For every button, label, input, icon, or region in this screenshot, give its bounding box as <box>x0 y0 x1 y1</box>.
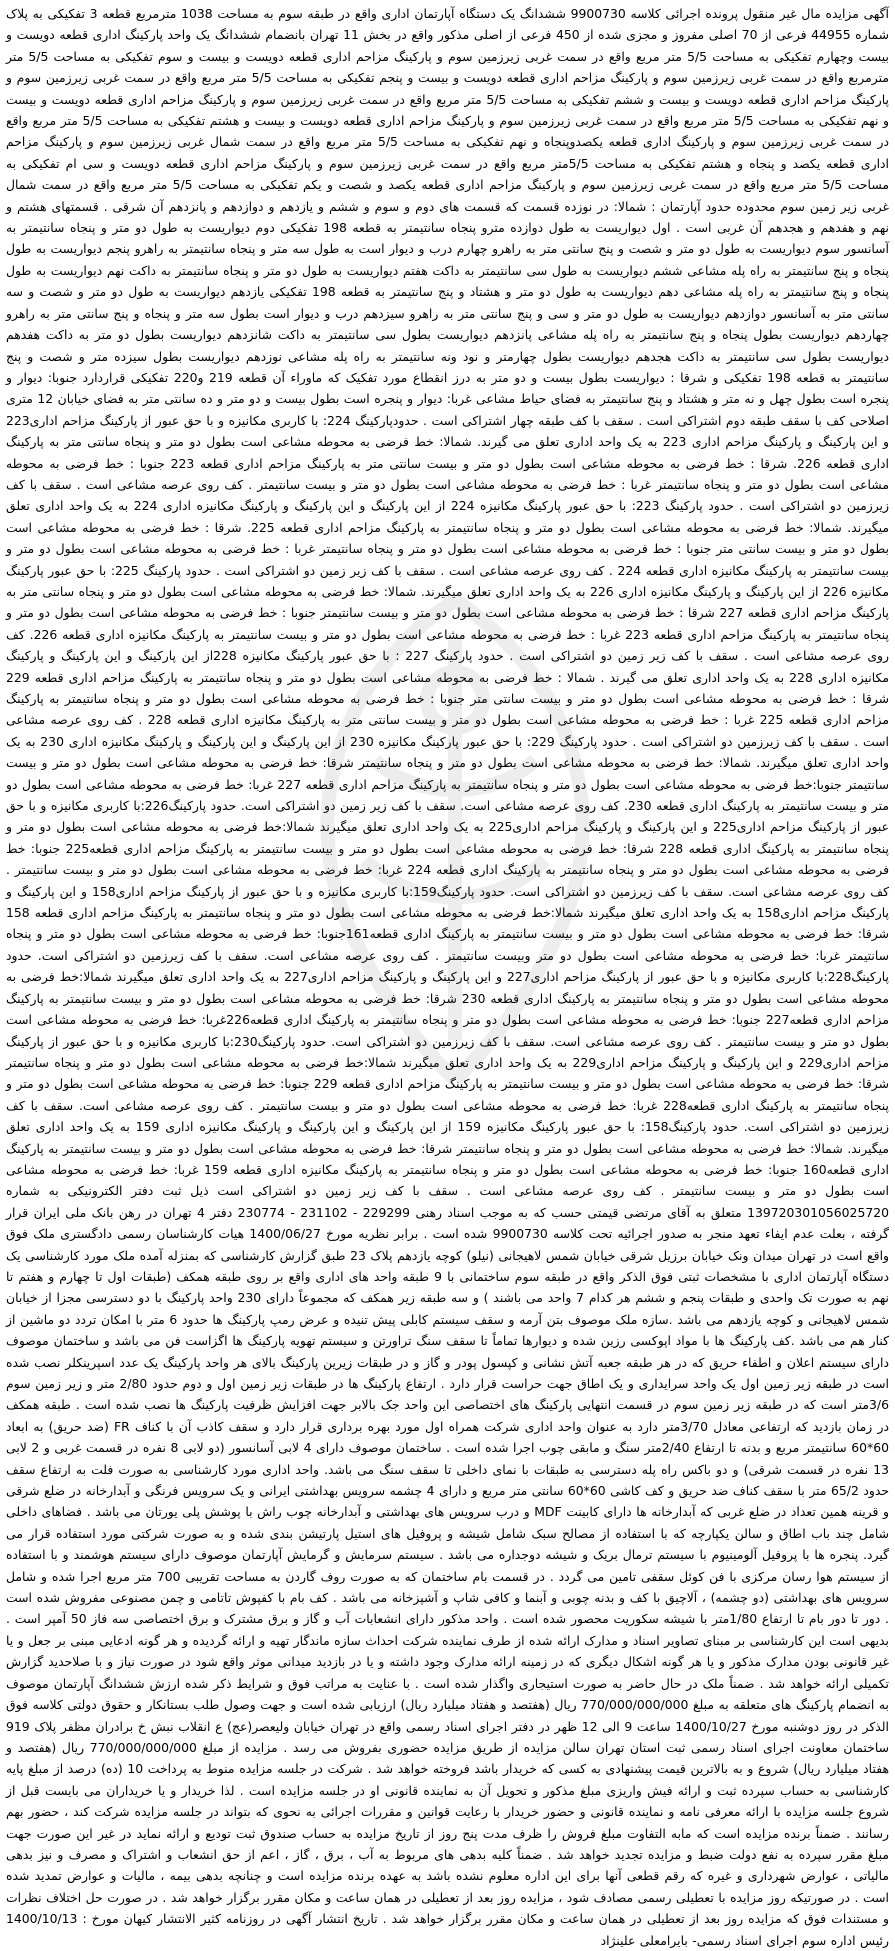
auction-notice-body: آگهی مزایده مال غیر منقول پرونده اجرائی کلاسه 9900730 ششدانگ یک دستگاه آپارتمان اداری واقع در طبقه سوم به مساحت 1038 مترمربع قطعه 3 تفکیکی به پلاک شماره 44955 فرعی از 70 اصلی مفروز و مجزی شده از 450 فرعی از اصلی مذکور واقع در بخش 11 تهران بانضمام ششدانگ یک واحد پارکینگ اداری قطعه دویست و بیست وچهارم تفکیکی به مساحت 5/5 متر مربع واقع در سمت غربی زیرزمین سوم و پارکینگ مزاحم اداری قطعه دویست و بیست و سوم تفکیکی به مساحت 5/5 متر مترمربع واقع در سمت غربی زیرزمین سوم و پارکینگ مزاحم اداری قطعه دویست و بیست و پنجم تفکیکی به مساحت 5/5 متر مربع واقع در سمت غربی زیرزمین سوم و پارکینگ مزاحم اداری قطعه دویست و بیست و ششم تفکیکی به مساحت 5/5 متر مربع واقع در سمت غربی زیرزمین سوم و پارکینگ مزاحم اداری قطعه دویست و بیست و نهم تفکیکی به مساحت 5/5 متر مربع واقع در سمت غربی زیرزمین سوم و پارکینگ مزاحم اداری قطعه دویست و بیست و هشتم تفکیکی به مساحت 5/5 متر مربع واقع در سمت غربی زیرزمین سوم و پارکینگ اداری قطعه یکصدوپنجاه و نهم تفکیکی به مساحت 5/5 متر مربع واقع در سمت شمال غربی زیرزمین سوم و پارکینگ مزاحم اداری قطعه یکصد و پنجاه و هشتم تفکیکی به مساحت 5/5متر مربع واقع در سمت غربی زیرزمین سوم و پارکینگ مزاحم اداری قطعه دویست و سی ام تفکیکی به مساحت 5/5 متر مربع واقع در سمت غربی زیرزمین سوم و پارکینگ مزاحم اداری قطعه یکصد و شصت و یکم تفکیکی به مساحت 5/5 متر مربع واقع در سمت شمال غربی زیر زمین سوم محدوده حدود آپارتمان : شمالا: در نوزده قسمت که قسمت های دوم و سوم و ششم و یازدهم و دوازدهم و پانزدهم آن شرقی . قسمتهای هشتم و نهم و هفدهم و هجدهم آن غربی است . اول دیواریست به طول دوازده مترو پنجاه سانتیمتر به قطعه 198 تفکیکی دوم دیواریست به طول دو متر و پنجاه سانتیمتر به آسانسور سوم دیواریست به طول دو متر و شصت و پنج سانتی متر به راهرو چهارم درب و دیوار است به طول سه متر و پنجاه سانتیمتر به راهرو پنجم دیواریست به طول پنجاه و پنج سانتیمتر به راه پله مشاعی ششم دیواریست به طول سی سانتیمتر به داکت هفتم دیواریست به طول دو متر و پنجاه سانتیمتر به داکت نهم دیواریست به طول پنجاه و پنج سانتیمتر به راه پله مشاعی دهم دیواریست به طول دو متر و هشتاد و پنج سانتیمتر به قطعه 198 تفکیکی یازدهم دیواریست به طول دو متر و شصت و سه سانتی متر به آسانسور دوازدهم دیواریست به طول دو متر و سی و پنج سانتی متر به راهرو سیزدهم درب و دیوار است بطول سه متر و پنجاه و پنج سانتی متر به راهرو چهاردهم دیواریست بطول پنجاه و پنج سانتیمتر به راه پله مشاعی پانزدهم دیواریست بطول سی سانتیمتر به داکت شانزدهم دیواریست بطول دو متر به داکت هفدهم دیواریست بطول سی سانتیمتر به داکت هجدهم دیواریست بطول چهارمتر و نود ونه سانتیمتر به راه پله مشاعی نوزدهم دیواریست بطول سیزده متر و شصت و پنج سانتیمتر به قطعه 198 تفکیکی و شرقا : دیواریست بطول بیست و دو متر به درز انقطاع مورد تفکیک که ماوراء آن قطعه 219 و220 تفکیکی قراردارد جنوبا: دیوار و پنجره است بطول چهل و نه متر و هشتاد و پنج سانتیمتر به فضای حیاط مشاعی غربا: دیوار و پنجره است بطول بیست و دو متر و ده سانتی متر به فضای خیابان 12 متری اصلاحی کف با سقف طبقه دوم اشتراکی است . سقف با کف طبقه چهار اشتراکی است . حدودپارکینگ 224: با کاربری مکانیزه و با حق عبور از پارکینگ مزاحم اداری223 و این پارکینگ و پارکینگ مزاحم اداری 223 به یک واحد اداری تعلق می گیرند. شمالا: خط فرضی به محوطه مشاعی است بطول دو متر و پنجاه سانتی متر به پارکینگ اداری قطعه 226. شرقا : خط فرضی به محوطه مشاعی است بطول دو متر و بیست سانتی متر به پارکینگ مزاحم اداری قطعه 223 جنوبا : خط فرضی به محوطه مشاعی است بطول دو متر و پنجاه سانتیمتر غربا : خط فرضی به محوطه مشاعی است بطول دو متر و بیست سانتیمتر . کف روی عرصه مشاعی است . سقف با کف زیرزمین دو اشتراکی است . حدود پارکینگ 223: با حق عبور پارکینگ مکانیزه 224 از این پارکینگ و این پارکینگ و پارکینگ مکانیزه اداری 224 به یک واحد اداری تعلق میگیرند. شمالا: خط فرضی به محوطه مشاعی است بطول دو متر و پنجاه سانتیمتر به پارکینگ مزاحم اداری قطعه 225. شرقا : خط فرضی به محوطه مشاعی است بطول دو متر و بیست سانتی متر جنوبا : خط فرضی به محوطه مشاعی است بطول دو متر و پنجاه سانتیمتر غربا : خط فرضی به محوطه مشاعی است بطول دو متر و بیست سانتیمتر به پارکینگ مکانیزه اداری قطعه 224 . کف روی عرصه مشاعی است . سقف با کف زیر زمین دو اشتراکی است . حدود پارکینگ 225: با حق عبور پارکینگ مکانیزه 226 از این پارکینگ و پارکینگ مکانیزه اداری 226 به یک واحد اداری تعلق میگیرند. شمالا: خط فرضی به محوطه مشاعی است بطول دو متر و پنجاه سانتی متر به پارکینگ مزاحم اداری قطعه 227 شرقا : خط فرضی به محوطه مشاعی است بطول دو متر و بیست سانتیمتر جنوبا : خط فرضی به محوطه مشاعی است بطول دو متر و پنجاه سانتیمتر به پارکینگ مزاحم اداری قطعه 223 غربا : خط فرضی به محوطه مشاعی است بطول دو متر و بیست سانتیمتر به پارکینگ مکانیزه اداری قطعه 226. کف روی عرصه مشاعی است . سقف با کف زیر زمین دو اشتراکی است . حدود پارکینگ 227 : با حق عبور پارکینگ مکانیزه 228از این پارکینگ و این پارکینگ و پارکینگ مکانیزه اداری 228 به یک واحد اداری تعلق می گیرند . شمالا : خط فرضی به محوطه مشاعی است بطول دو متر و پنجاه سانتیمتر به پارکینگ مزاحم اداری قطعه 229 شرقا : خط فرضی به محوطه مشاعی است بطول دو متر و بیست سانتی متر جنوبا : خط فرضی به محوطه مشاعی است بطول دو متر و پنجاه سانتیمتر به پارکینگ مزاحم اداری قطعه 225 غربا : خط فرضی به محوطه مشاعی است بطول دو متر و بیست سانتی متر به پارکینگ مکانیزه اداری قطعه 228 . کف روی عرصه مشاعی است . سقف با کف زیرزمین دو اشتراکی است . حدود پارکینگ 229: با حق عبور پارکینگ مکانیزه 230 از این پارکینگ و این پارکینگ و پارکینگ مکانیزه اداری 230 به یک واحد اداری تعلق میگیرند. شمالا: خط فرضی به محوطه مشاعی است بطول دو متر و پنجاه سانتیمتر شرقا: خط فرضی به محوطه مشاعی است بطول دو متر و بیست سانتیمتر جنوبا:خط فرضی به محوطه مشاعی است بطول دو متر و پنجاه سانتیمتر به پارکینگ مزاحم اداری قطعه 227 غربا: خط فرضی به محوطه مشاعی است بطول دو متر و بیست سانتیمتر به پارکینگ اداری قطعه 230. کف روی عرصه مشاعی است. سقف با کف زیر زمین دو اشتراکی است. حدود پارکینگ226:با کاربری مکانیزه و با حق عبور از پارکینگ مزاحم اداری225 و این پارکینگ و پارکینگ مزاحم اداری225 به یک واحد اداری تعلق میگیرند شمالا:خط فرضی به محوطه مشاعی است بطول دو متر و پنجاه سانتیمتر به پارکینگ اداری قطعه 228 شرقا: خط فرضی به محوطه مشاعی است بطول دو متر و بیست سانتیمتر به پارکینگ مزاحم اداری قطعه225 جنوبا: خط فرضی به محوطه مشاعی است بطول دو متر و پنجاه سانتیمتر به پارکینگ اداری قطعه 224 غربا: خط فرضی به محوطه مشاعی است بطول دو متر و بیست سانتیمتر . کف روی عرصه مشاعی است. سقف با کف زیرزمین دو اشتراکی است. حدود پارکینگ159:با کاربری مکانیزه و با حق عبور از پارکینگ مزاحم اداری158 و این پارکینگ و پارکینگ مزاحم اداری158 به یک واحد اداری تعلق میگیرند شمالا:خط فرضی به محوطه مشاعی است بطول دو متر و پنجاه سانتیمتر به پارکینگ مزاحم اداری قطعه 158 شرقا: خط فرضی به محوطه مشاعی است بطول دو متر و بیست سانتیمتر به پارکینگ اداری قطعه161جنوبا: خط فرضی به محوطه مشاعی است بطول دو متر و پنجاه سانتیمتر غربا: خط فرضی به محوطه مشاعی است بطول دو متر وبیست سانتیمتر . کف روی عرصه مشاعی است. سقف با کف زیرزمین دو اشتراکی است. حدود پارکینگ228:با کاربری مکانیزه و با حق عبور از پارکینگ مزاحم اداری227 و این پارکینگ و پارکینگ مزاحم اداری227 به یک واحد اداری تعلق میگیرند شمالا:خط فرضی به محوطه مشاعی است بطول دو متر و پنجاه سانتیمتر به پارکینگ اداری قطعه 230 شرقا: خط فرضی به محوطه مشاعی است بطول دو متر و بیست سانتیمتر به پارکینگ مزاحم اداری قطعه227 جنوبا: خط فرضی به محوطه مشاعی است بطول دو متر و پنجاه سانتیمتر به پارکینگ اداری قطعه226غربا: خط فرضی به محوطه مشاعی است بطول دو متر و بیست سانتیمتر . کف روی عرصه مشاعی است. سقف با کف زیرزمین دو اشتراکی است. حدود پارکینگ230:با کاربری مکانیزه و با حق عبور از پارکینگ مزاحم اداری229 و این پارکینگ و پارکینگ مزاحم اداری229 به یک واحد اداری تعلق میگیرند شمالا:خط فرضی به محوطه مشاعی است بطول دو متر و پنجاه سانتیمتر شرقا: خط فرضی به محوطه مشاعی است بطول دو متر و بیست سانتیمتر به پارکینگ مزاحم اداری قطعه 229 جنوبا: خط فرضی به محوطه مشاعی است بطول دو متر و پنجاه سانتیمتر به پارکینگ اداری قطعه228 غربا: خط فرضی به محوطه مشاعی است بطول دو متر و بیست سانتیمتر . کف روی عرصه مشاعی است. سقف با کف زیرزمین دو اشتراکی است. حدود پارکینگ158: با حق عبور پارکینگ مکانیزه 159 از این پارکینگ و این پارکینگ و پارکینگ مکانیزه اداری 159 به یک واحد اداری تعلق میگیرند. شمالا: خط فرضی به محوطه مشاعی است بطول دو متر و پنجاه سانتیمتر شرقا: خط فرضی به محوطه مشاعی است بطول دو متر و بیست سانتیمتر به پارکینگ اداری قطعه160 جنوبا: خط فرضی به محوطه مشاعی است بطول دو متر و پنجاه سانتیمتر به پارکینگ مکانیزه اداری قطعه 159 غربا: خط فرضی به محوطه مشاعی است بطول دو متر و بیست سانتیمتر . کف روی عرصه مشاعی است . سقف با کف زیر زمین دو اشتراکی است ذیل ثبت دفتر الکترونیکی به شماره 139720301056025720 متعلق به آقای مرتضی قیمتی حسب که به موجب اسناد رهنی 229299 - 231102 - 230774 دفتر 4 تهران در رهن بانک ملی ایران قرار گرفته ، بعلت عدم ایفاء تعهد منجر به صدور اجرائیه تحت کلاسه 9900730 شده است . برابر نظریه مورخ 1400/06/27 هیات کارشناسان رسمی دادگستری ملک فوق واقع است در تهران میدان ونک خیابان برزیل شرقی خیابان شمس لاهیجانی (نیلو) کوچه یازدهم پلاک 23 طبق گزارش کارشناسی که بمنزله آمده ملک مورد کارشناسی یک دستگاه آپارتمان اداری با مشخصات ثبتی فوق الذکر واقع در طبقه سوم ساختمانی با 9 طبقه واحد های اداری واقع بر روی طبقه همکف (طبقات اول تا چهارم و هفتم تا نهم به صورت تک واحدی و طبقات پنجم و ششم هر کدام 7 واحد می باشند ) و سه طبقه زیر همکف که مجموعاً دارای 230 واحد پارکینگ با دو دسترسی مجزا از خیابان شمس لاهیجانی و کوچه یازدهم می باشد .سازه ملک موصوف بتن آرمه و سقف سیستم کابلی پیش تنیده و عرض رمپ پارکینگ ها حدود 6 متر با امکان تردد دو ماشین از کنار هم می باشد .کف پارکینگ ها با مواد اپوکسی رزین شده و دیوارها تماماً تا سقف سنگ تراورتن و سیستم تهویه پارکینگ ها اگزاست فن می باشد و ساختمان موصوف دارای سیستم اعلان و اطفاء حریق که در هر طبقه جعبه آتش نشانی و کپسول پودر و گاز و در طبقات زیرین پارکینگ بالای هر واحد پارکینگ یک عدد اسپرینکلر نصب شده است در طبقه زیر زمین اول یک واحد سرایداری و یک اطاق جهت حراست قرار دارد . ارتفاع پارکینگ ها در طبقات زیر زمین اول و دوم حدود 2/80 متر و زیر زمین سوم 3/6متر است که در طبقه زیر زمین سوم در قسمت انتهایی پارکینگ های اختصاصی این واحد جک بالابر جهت افزایش ظرفیت پارکینگ ها نصب شده است . طبقه همکف در زمان بازدید که ارتفاعی معادل 3/70متر دارد به عنوان واحد اداری شرکت همراه اول مورد بهره برداری قرار دارد و سقف کاذب آن با کناف FR (ضد حریق) به ابعاد 60*60 سانتیمتر مربع و بدنه تا ارتفاع 2/40متر سنگ و مابقی چوب اجرا شده است . ساختمان موصوف دارای 4 لابی آسانسور (دو لابی 8 نفره در قسمت غربی و 2 لابی 13 نفره در قسمت شرقی) و دو باکس راه پله دسترسی به طبقات با نمای داخلی تا سقف سنگ می باشد. واحد اداری مورد کارشناسی به صورت فلت به ارتفاع سقف حدود 65/2 متر با سقف کناف ضد حریق و کف کاشی 60*60 سانتی متر مربع و دارای 4 چشمه سرویس بهداشتی ایرانی و یک سرویس فرنگی و آبدارخانه در ضلع شرقی و قرینه همین تعداد در ضلع غربی که آبدارخانه ها دارای کابینت MDF و درب سرویس های بهداشتی و آبدارخانه چوب راش با پوشش پلی یورتان می باشد . فضاهای داخلی شامل چند باب اطاق و سالن یکپارچه که با استفاده از مصالح سبک شامل شیشه و پروفیل های استیل پارتیشن بندی شده و به صورت شرکتی مورد استفاده قرار می گیرد. پنجره ها با پروفیل آلومینیوم با سیستم ترمال بریک و شیشه دوجداره می باشد . سیستم سرمایش و گرمایش آپارتمان موصوف دارای سیستم هوشمند و با استفاده از سیستم هوا رسان مرکزی با فن کوئل سقفی تامین می گردد . در قسمت بام ساختمان که به صورت روف گاردن به مساحت تقریبی 700 متر مربع اجرا شده و شامل سرویس های بهداشتی (دو چشمه) ، آلاچیق با کف و بدنه چوبی و آبنما و کافی شاپ و آشپزخانه می باشد . کف بام با کفپوش تاتامی و چمن مصنوعی مفروش شده است . دور تا دور بام تا ارتفاع 1/80متر با شیشه سکوریت محصور شده است . واحد مذکور دارای انشعابات آب و گاز و برق مشترک و برق اختصاصی سه فاز 50 آمپر است . بدیهی است این کارشناسی بر مبنای تصاویر اسناد و مدارک ارائه شده از طرف نماینده شرکت احداث سازه ماندگار تهیه و ارائه گردیده و هر گونه ادعایی مبنی بر جعل و یا غیر قانونی بودن مدارک مذکور و یا هر گونه اشکال دیگری که در زمینه ارائه مدارک وجود داشته و یا در بازدید میدانی موثر واقع شود در صورت نیاز و با صلاحدید گزارش تکمیلی ارائه خواهد شد . ضمناً ملک در حال حاضر به صورت استیجاری واگذار شده است . با عنایت به مراتب فوق و شرایط ذکر شده ارزش ششدانگ آپارتمان موصوف به انضمام پارکینگ های متعلقه به مبلغ 770/000/000/000 ریال (هفتصد و هفتاد میلیارد ریال) ارزیابی شده است و جهت وصول طلب بستانکار و حقوق دولتی کلاسه فوق الذکر در روز دوشنبه مورخ 1400/10/27 ساعت 9 الی 12 ظهر در دفتر اجرای اسناد رسمی واقع در تهران خیابان ولیعصر(عج) ع انقلاب نبش خ برادران مظفر پلاک 919 ساختمان معاونت اجرای اسناد رسمی ثبت استان تهران سالن مزایده از طریق مزایده حضوری بفروش می رسد . مزایده از مبلغ 770/000/000/000 ریال (هفتصد و هفتاد میلیارد ریال) شروع و به بالاترین قیمت پیشنهادی به کسی که خریدار باشد فروخته خواهد شد . شرکت در جلسه مزایده منوط به پرداخت 10 (ده) درصد از مبلغ پایه کارشناسی به حساب سپرده ثبت و ارائه فیش واریزی مبلغ مذکور و تحویل آن به نماینده قانونی او در جلسه مزایده است . لذا خریدار و یا خریداران می بایست قبل از شروع جلسه مزایده با ارائه معرفی نامه و نماینده قانونی و حضور خریدار با رعایت قوانین و مقررات اجرائی به نحوی که بتواند در جلسه مزایده شرکت کند ، حضور بهم رسانند . ضمناً برنده مزایده است که مابه التفاوت مبلغ فروش را ظرف مدت پنج روز از تاریخ مزایده به حساب صندوق ثبت تودیع و ارائه نماید در غیر این صورت جهت مبلغ مقرر سپرده به نفع دولت ضبط و مزایده تجدید خواهد شد . ضمناً کلیه بدهی های مربوط به آب ، برق ، گاز ، اعم از حق انشعاب و اشتراک و مصرف و نیز بدهی مالیاتی ، عوارض شهرداری و غیره که رقم قطعی آنها برای این اداره معلوم نشده باشد به عهده برنده مزایده است و چنانچه بدهی بیمه ، مالیات و عوارض تمدید شده است . در صورتیکه روز مزایده با تعطیلی رسمی مصادف شود ، مزایده روز بعد از تعطیلی در همان ساعت و مکان مقرر برگزار خواهد شد . در صورت حل اختلاف نظرات و مستندات فوق که مزایده روز بعد از تعطیلی در همان ساعت و مکان مقرر برگزار خواهد شد . تاریخ انتشار آگهی در روزنامه کثیر الانتشار کیهان مورخ : 1400/10/13 رئیس اداره سوم اجرای اسناد رسمی- بایرامعلی علینژاد <box>6 6 890 1948</box>
